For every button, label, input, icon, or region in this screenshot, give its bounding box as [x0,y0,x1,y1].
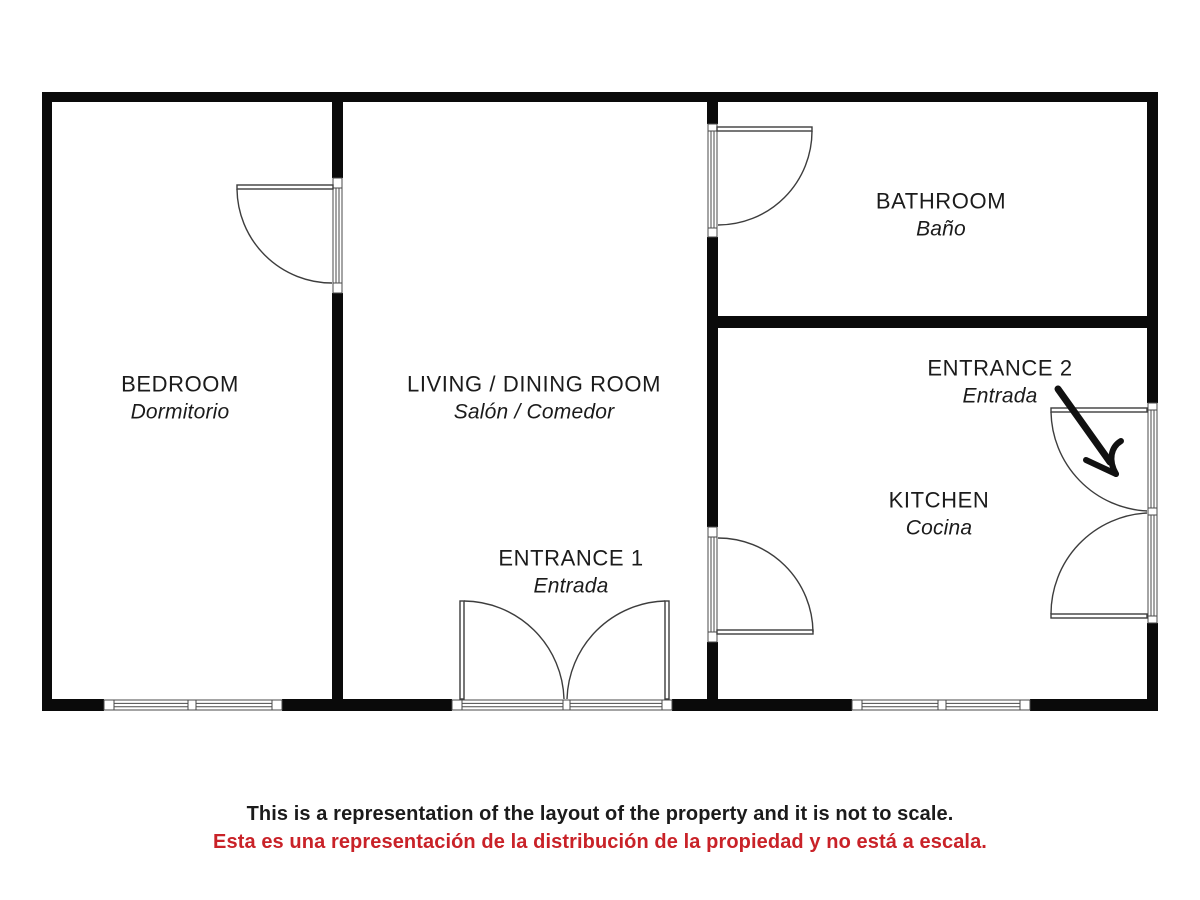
bathroom-door-swing [718,131,812,225]
entrance-2-threshold [1146,403,1160,623]
bedroom-door-swing [237,189,332,283]
bedroom-window [104,698,282,713]
kitchen-door-swing [718,538,813,632]
entrance-2-bottom-swing [1051,513,1147,614]
disclaimer-spanish: Esta es una representación de la distribución de la propiedad y no está a escala. [213,831,987,853]
entrance-1-right-swing [567,601,665,699]
bathroom-subtitle: Baño [916,217,966,241]
entrance-2-label [927,355,1073,408]
bedroom-subtitle: Dormitorio [130,400,230,424]
bedroom-name: BEDROOM [121,371,239,397]
bathroom-label [875,188,1007,241]
kitchen-door-frame [706,527,720,642]
disclaimer [0,804,1200,852]
disclaimer-english: This is a representation of the layout of the property and it is not to scale. [246,803,954,825]
wall-left [42,92,52,711]
entrance-2-name: ENTRANCE 2 [927,355,1073,381]
kitchen-door [717,538,813,634]
wall-top [42,92,1158,102]
bedroom-label [121,371,239,424]
entrance-2-double-door [1051,408,1147,618]
living-dining-name: LIVING / DINING ROOM [406,371,662,397]
living-dining-label [406,371,662,424]
kitchen-window [852,698,1030,713]
kitchen-subtitle: Cocina [905,516,973,540]
bedroom-door-frame [331,178,345,293]
entrance-1-left-swing [464,601,564,699]
wall-bathroom-kitchen [707,316,1158,328]
bathroom-name: BATHROOM [875,188,1007,214]
bathroom-door [717,127,812,225]
entrance-2-subtitle: Entrada [962,384,1038,408]
entrance-1-label [498,545,644,598]
entrance-2-top-swing [1051,412,1147,511]
bedroom-door [237,185,333,283]
entrance-1-double-door [460,601,669,699]
entrance-1-threshold [452,698,672,713]
kitchen-name: KITCHEN [888,487,990,513]
bathroom-door-frame [706,124,720,237]
kitchen-label [888,487,990,540]
entrance-1-subtitle: Entrada [533,574,609,598]
doors [237,127,1147,699]
entrance-1-name: ENTRANCE 1 [498,545,644,571]
living-dining-subtitle: Salón / Comedor [453,400,615,424]
